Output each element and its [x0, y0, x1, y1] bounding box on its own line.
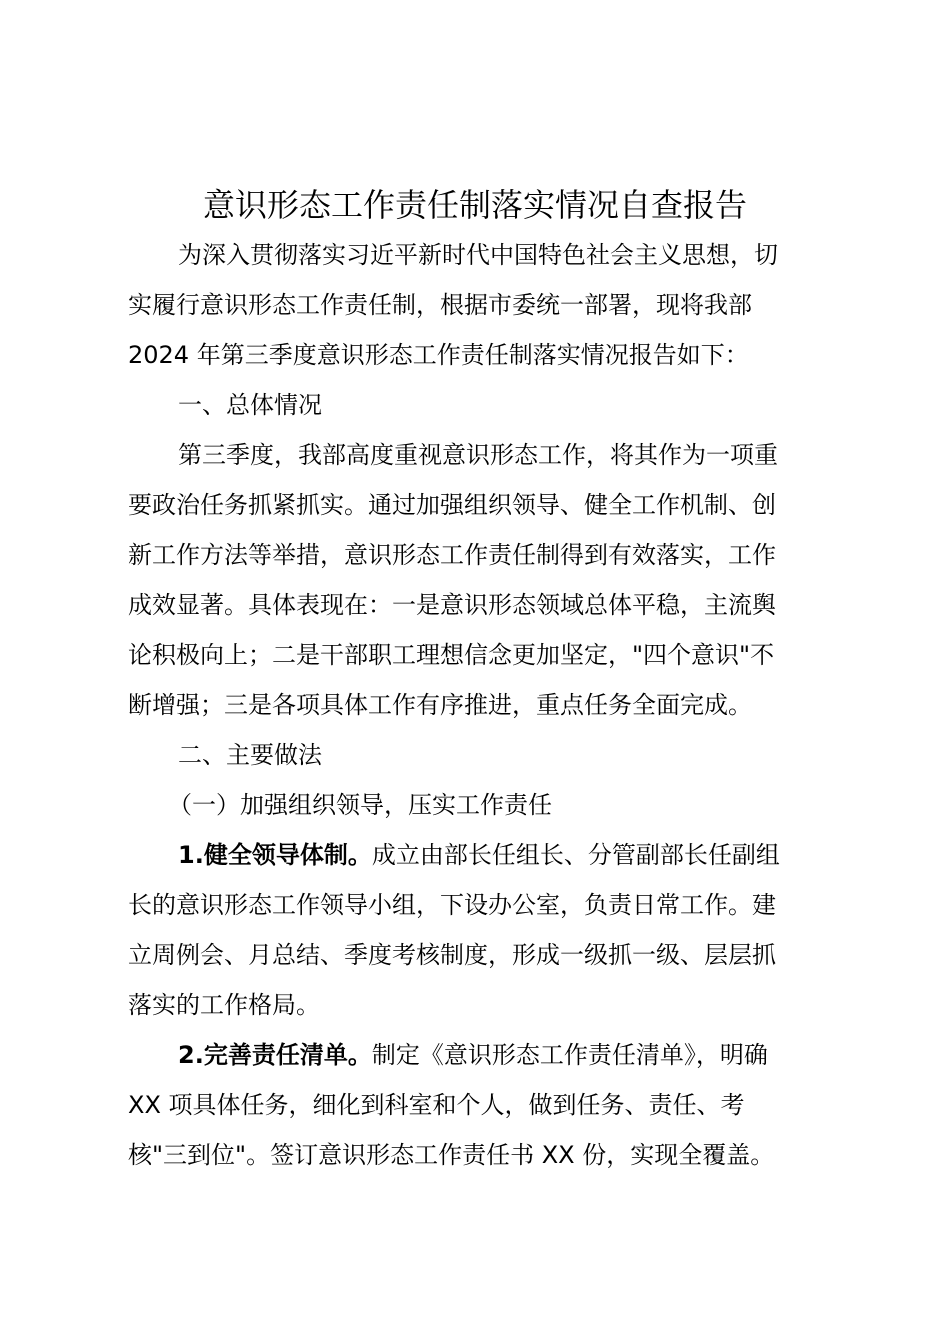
item-1-line-1	[178, 837, 888, 873]
item-1-line-3: 立周例会、月总结、季度考核制度，形成一级抓一级、层层抓	[128, 941, 776, 969]
section-2-heading: 二、主要做法	[178, 741, 322, 769]
document-title: 意识形态工作责任制落实情况自查报告	[202, 186, 747, 224]
section-1-line-6: 断增强；三是各项具体工作有序推进，重点任务全面完成。	[128, 691, 752, 719]
item-2-line-1	[178, 1037, 888, 1073]
item-1-line-2: 长的意识形态工作领导小组，下设办公室，负责日常工作。建	[128, 891, 776, 919]
section-1-line-4: 成效显著。具体表现在：一是意识形态领域总体平稳，主流舆	[128, 591, 776, 619]
intro-line-2: 实履行意识形态工作责任制，根据市委统一部署，现将我部	[128, 291, 752, 319]
section-1-line-3: 新工作方法等举措，意识形态工作责任制得到有效落实，工作	[128, 541, 776, 569]
subsection-1-heading: （一）加强组织领导，压实工作责任	[168, 791, 552, 819]
item-2-line-2: XX 项具体任务，细化到科室和个人，做到任务、责任、考	[128, 1091, 745, 1119]
item-2-first-line-text: 制定《意识形态工作责任清单》，明确	[371, 1041, 768, 1069]
section-1-heading: 一、总体情况	[178, 391, 322, 419]
intro-line-1: 为深入贯彻落实习近平新时代中国特色社会主义思想，切	[178, 241, 778, 269]
section-1-line-2: 要政治任务抓紧抓实。通过加强组织领导、健全工作机制、创	[128, 491, 776, 519]
item-1-first-line-text: 成立由部长任组长、分管副部长任副组	[371, 841, 780, 869]
item-1-line-4: 落实的工作格局。	[128, 991, 320, 1019]
item-2-line-3: 核"三到位"。签订意识形态工作责任书 XX 份，实现全覆盖。	[128, 1141, 775, 1169]
section-1-line-1: 第三季度，我部高度重视意识形态工作，将其作为一项重	[178, 441, 778, 469]
item-2-title: 2.完善责任清单。	[178, 1041, 372, 1069]
section-1-line-5: 论积极向上；二是干部职工理想信念更加坚定，"四个意识"不	[128, 641, 775, 669]
item-1-title: 1.健全领导体制。	[178, 841, 372, 869]
intro-line-3: 2024 年第三季度意识形态工作责任制落实情况报告如下：	[128, 341, 749, 369]
